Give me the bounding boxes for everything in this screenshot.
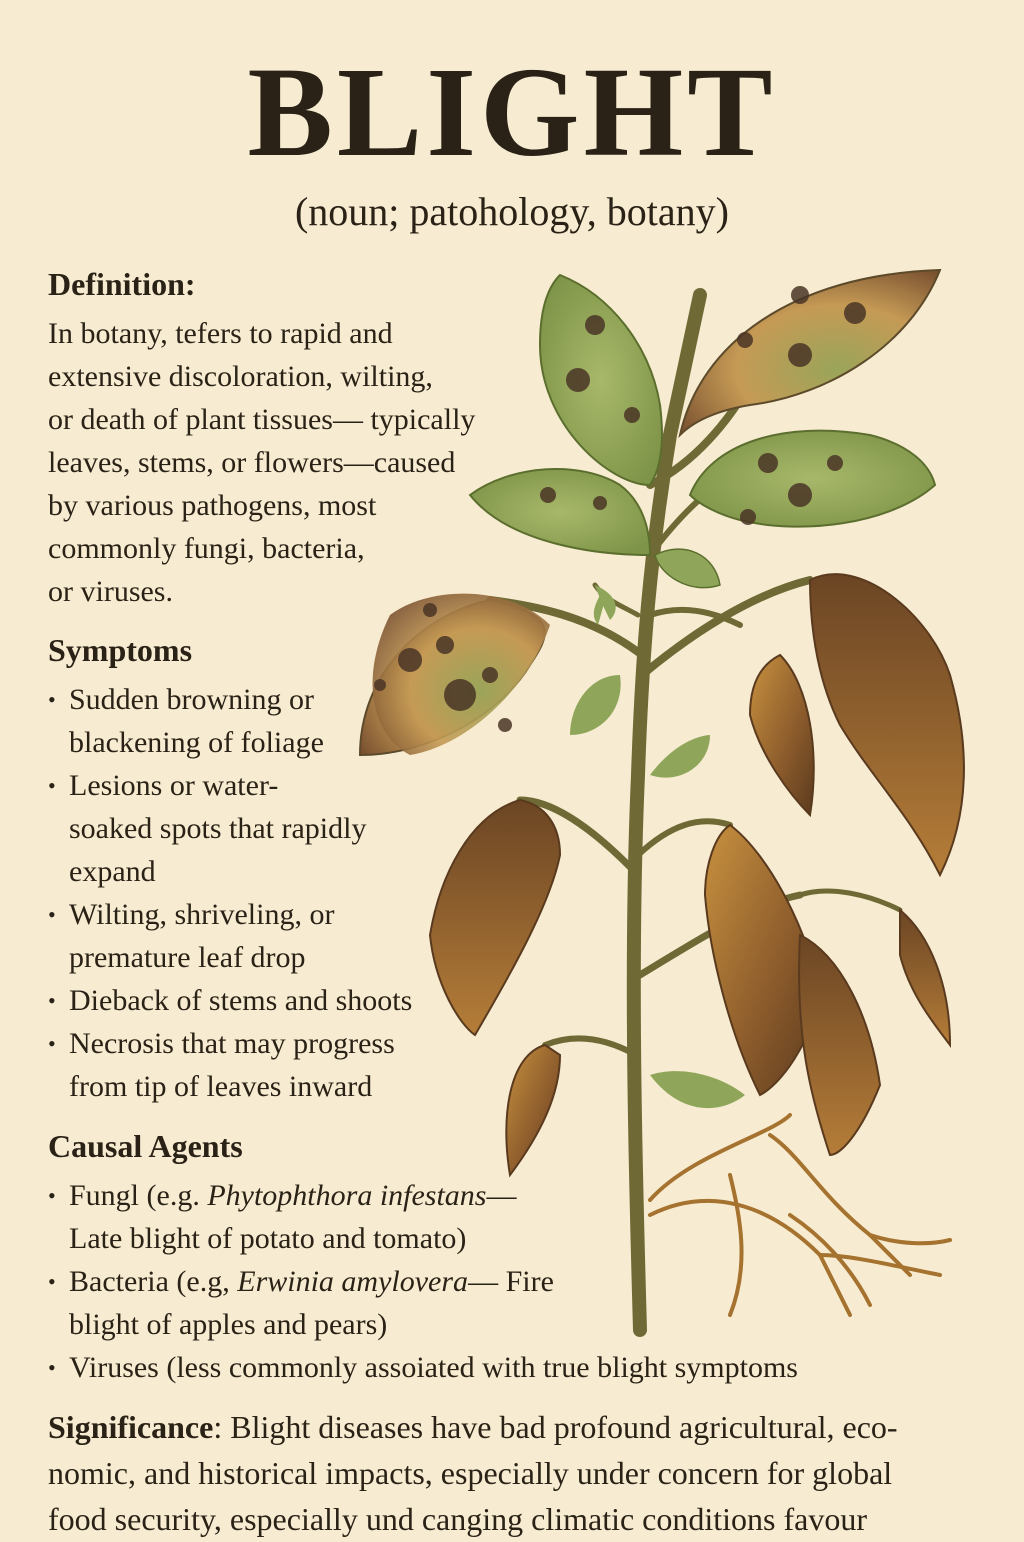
healthy-leaf (540, 275, 662, 485)
definition-line: by various pathogens, most (48, 489, 377, 522)
definition-line: or death of plant tissues— typically (48, 403, 476, 436)
roots (650, 1115, 950, 1315)
small-leaf (650, 735, 710, 778)
symptom-line: Necrosis that may progress (69, 1027, 395, 1060)
small-leaf (650, 1071, 745, 1108)
agent-text: Fungl (e.g. (69, 1179, 208, 1212)
symptom-line: soaked spots that rapidly (69, 812, 367, 845)
symptom-line: expand (69, 855, 156, 888)
species-name: Erwinia amylovera (237, 1265, 469, 1298)
page-title: BLIGHT (247, 41, 777, 183)
definition-line: commonly fungi, bacteria, (48, 532, 365, 565)
part-of-speech: (noun; patohology, botany) (294, 189, 729, 234)
agent-text: Bacteria (e.g, (69, 1265, 238, 1298)
symptom-line: Wilting, shriveling, or (69, 898, 335, 931)
dead-leaf (506, 1045, 560, 1175)
causal-agents-heading: Causal Agents (48, 1128, 243, 1164)
significance-label: Significance (48, 1409, 214, 1445)
healthy-leaf (470, 469, 650, 555)
symptom-line: Dieback of stems and shoots (69, 984, 413, 1017)
significance-line: food security, especially und canging climatic conditions favour (48, 1501, 868, 1537)
dead-leaf (900, 910, 950, 1045)
dead-leaf (810, 574, 964, 875)
symptom-line: Lesions or water- (69, 769, 279, 802)
significance-line: : Blight diseases have bad profound agricultural, eco- (213, 1409, 898, 1445)
agent-text: Viruses (less commonly assoiated with true blight symptoms (69, 1351, 798, 1384)
blighted-plant-illustration (350, 255, 990, 1355)
symptom-line: from tip of leaves inward (69, 1070, 373, 1103)
symptom-line: Sudden browning or (69, 683, 314, 716)
definition-line: or viruses. (48, 575, 173, 608)
dead-leaf (430, 800, 560, 1035)
healthy-leaf (690, 431, 935, 527)
small-leaf (570, 675, 621, 735)
definition-line: extensive discoloration, wilting, (48, 360, 433, 393)
agent-text: blight of apples and pears) (69, 1308, 388, 1341)
definition-line: In botany, tefers to rapid and (48, 317, 393, 350)
mixed-leaf (373, 594, 550, 755)
symptoms-heading: Symptoms (48, 632, 193, 668)
significance-text (48, 1404, 978, 1542)
significance-line: nomic, and historical impacts, especially under concern for global (48, 1455, 893, 1491)
agent-text: — Fire (468, 1265, 554, 1298)
dead-leaf (750, 655, 814, 815)
symptom-line: premature leaf drop (69, 941, 306, 974)
definition-heading: Definition: (48, 266, 196, 302)
small-leaf (594, 595, 605, 625)
definition-line: leaves, stems, or flowers—caused (48, 446, 456, 479)
dead-leaf (799, 935, 880, 1155)
symptom-line: blackening of foliage (69, 726, 324, 759)
species-name: Phytophthora infestans (207, 1179, 487, 1212)
small-leaf (655, 549, 720, 588)
agent-text: Late blight of potato and tomato) (69, 1222, 467, 1255)
agent-text: — (486, 1179, 517, 1212)
